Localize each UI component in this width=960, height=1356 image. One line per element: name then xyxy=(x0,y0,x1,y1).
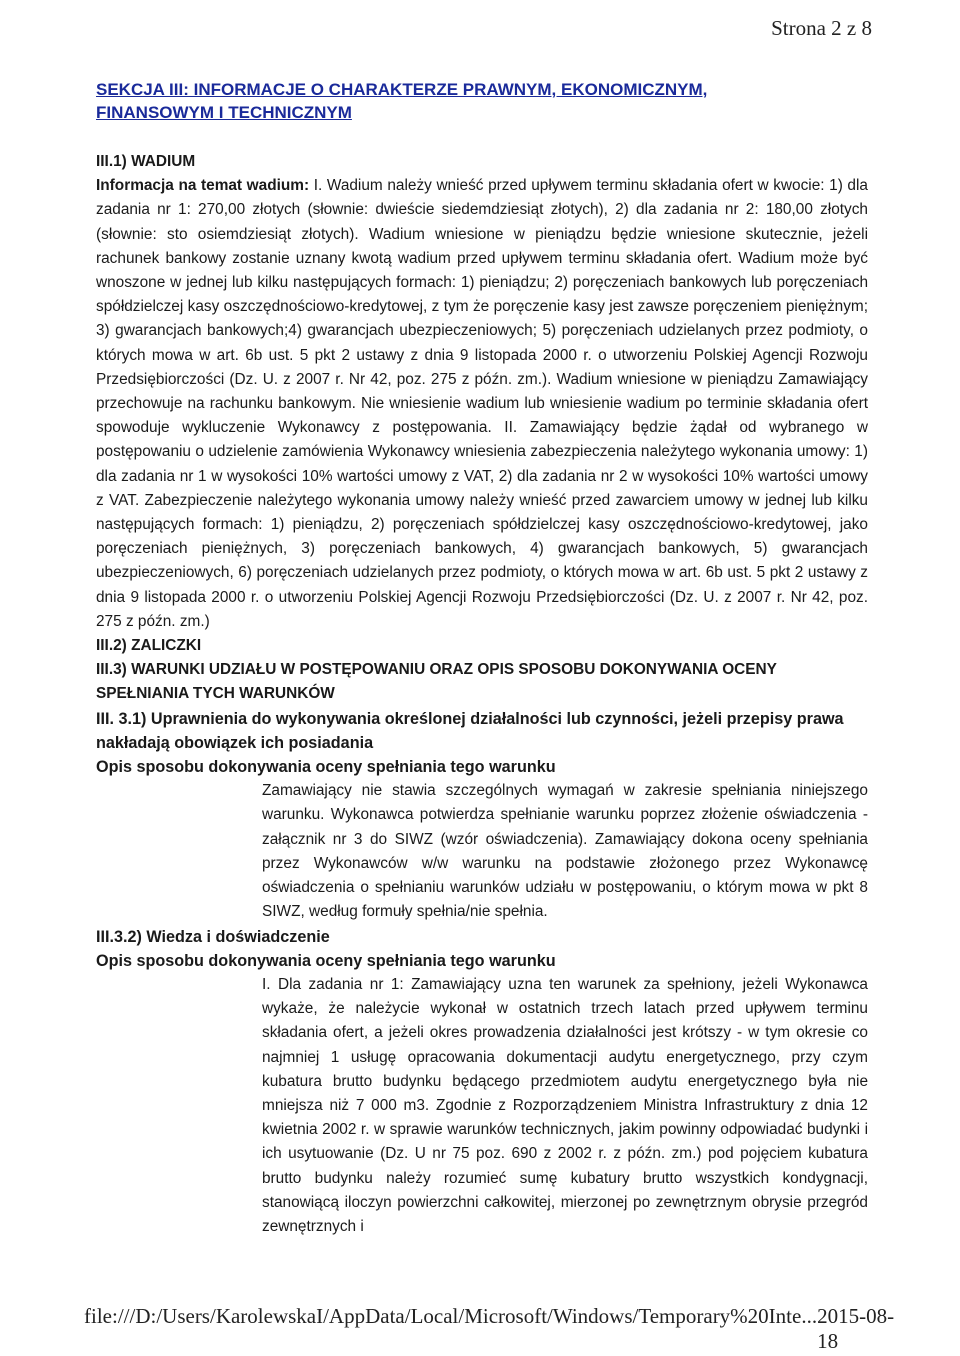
wiedza-opis-label: Opis sposobu dokonywania oceny spełniania tego warunku xyxy=(96,951,556,970)
uprawnienia-text: Zamawiający nie stawia szczególnych wymagań w zakresie spełniania niniejszego warunku. Wykonawca potwierdza spełnianie warunku poprzez złożenie oświadczenia - załącznik nr 3 do SIWZ (wzór oświadczenia). Zamawiający dokona oceny spełniania przez Wykonawców w/w warunku na podstawie złożonego przez Wykonawcę oświadczenia o spełnianiu warunków udziału w postępowaniu, o którym mowa w pkt 8 SIWZ, według formuły spełnia/nie spełnia. xyxy=(262,782,868,921)
print-footer xyxy=(84,1304,896,1354)
warunki-heading: III.3) WARUNKI UDZIAŁU W POSTĘPOWANIU ORAZ OPIS SPOSOBU DOKONYWANIA OCENY SPEŁNIANIA TYCH WARUNKÓW xyxy=(96,661,777,703)
wadium-heading: III.1) WADIUM xyxy=(96,153,196,170)
uprawnienia-heading: III. 3.1) Uprawnienia do wykonywania określonej działalności lub czynności, jeżeli przepisy prawa nakładają obowiązek ich posiadania xyxy=(96,709,844,752)
section-title-line-1: SEKCJA III: INFORMACJE O CHARAKTERZE PRAWNYM, EKONOMICZNYM, xyxy=(96,80,708,99)
uprawnienia-opis-label: Opis sposobu dokonywania oceny spełniania tego warunku xyxy=(96,758,556,777)
wadium-text: I. Wadium należy wnieść przed upływem terminu składania ofert w kwocie: 1) dla zadania nr 1: 270,00 złotych (słownie: dwieście siedemdziesiąt złotych), 2) dla zadania nr 2: 180,00 złotych (słownie: sto osiemdziesiąt złotych). Wadium wniesione w pieniądzu będzie wniesione skutecznie, jeżeli rachunek bankowy zostanie uznany kwotą wadium przed upływem terminu składania ofert. Wadium może być wnoszone w jednej lub kilku następujących formach: 1) pieniądzu; 2) poręczeniach bankowych lub poręczeniach spółdzielczej kasy oszczędnościowo-kredytowej, z tym że poręczenie kasy jest zawsze poręczeniem pieniężnym; 3) gwarancjach bankowych;4) gwarancjach ubezpieczeniowych; 5) poręczeniach udzielanych przez podmioty, o których mowa w art. 6b ust. 5 pkt 2 ustawy z dnia 9 listopada 2000 r. o utworzeniu Polskiej Agencji Rozwoju Przedsiębiorczości (Dz. U. z 2007 r. Nr 42, poz. 275 z późn. zm.). Wadium wniesione w pieniądzu Zamawiający przechowuje na rachunku bankowym. Nie wniesienie wadium lub wniesienie wadium po terminie składania ofert spowoduje wykluczenie Wykonawcy z postępowania. II. Zamawiający będzie żądał od wybranego w postępowaniu o udzielenie zamówienia Wykonawcy wniesienia zabezpieczenia należytego wykonania umowy: 1) dla zadania nr 1 w wysokości 10% wartości umowy z VAT, 2) dla zadania nr 2 w wysokości 10% wartości umowy z VAT. Zabezpieczenie należytego wykonania umowy należy wnieść przed zawarciem umowy w jednej lub kilku następujących formach: 1) pieniądzu, 2) poręczeniach spółdzielczej kasy oszczędnościowo-kredytowej, jako poręczeniach pieniężnych, 3) poręczeniach bankowych, 4) gwarancjach bankowych, 5) gwarancjach ubezpieczeniowych, 6) poręczeniach udzielanych przez podmioty, o których mowa w art. 6b ust. 5 pkt 2 ustawy z dnia 9 listopada 2000 r. o utworzeniu Polskiej Agencji Rozwoju Przedsiębiorczości (Dz. U. z 2007 r. Nr 42, poz. 275 z późn. zm.) xyxy=(96,177,868,630)
print-date: 2015-08-18 xyxy=(817,1304,895,1353)
zaliczki-heading: III.2) ZALICZKI xyxy=(96,637,202,655)
wiedza-text: I. Dla zadania nr 1: Zamawiający uzna ten warunek za spełniony, jeżeli Wykonawca wykaże, że należycie wykonał w ostatnich trzech latach przed upływem terminu składania ofert, a jeżeli okres prowadzenia działalności jest krótszy - w tym okresie co najmniej 1 usługę opracowania dokumentacji audytu energetycznego, przy czym kubatura brutto budynku będącego przedmiotem audytu energetycznego była nie mniejsza niż 7 000 m3. Zgodnie z Rozporządzeniem Ministra Infrastruktury z dnia 12 kwietnia 2002 r. w sprawie warunków technicznych, jakim powinny odpowiadać budynki i ich usytuowanie (Dz. U nr 75 poz. 690 z 2002 r. z późn. zm.) pod pojęciem kubatura brutto budynku należy rozumieć sumę kubatury brutto wszystkich kondygnacji, stanowiącą iloczyn powierzchni całkowitej, mierzonej po zewnętrznym obrysie przegród zewnętrznych i xyxy=(262,975,868,1235)
file-path: file:///D:/Users/KarolewskaI/AppData/Local/Microsoft/Windows/Temporary%20Inte... xyxy=(84,1304,818,1328)
section-title xyxy=(96,78,868,124)
section-title-line-2: FINANSOWYM I TECHNICZNYM xyxy=(96,103,352,122)
document-body xyxy=(96,78,868,1239)
wadium-label: Informacja na temat wadium: xyxy=(96,177,310,195)
wadium-paragraph xyxy=(96,174,868,634)
wiedza-heading: III.3.2) Wiedza i doświadczenie xyxy=(96,927,330,946)
page-number: Strona 2 z 8 xyxy=(771,16,872,40)
